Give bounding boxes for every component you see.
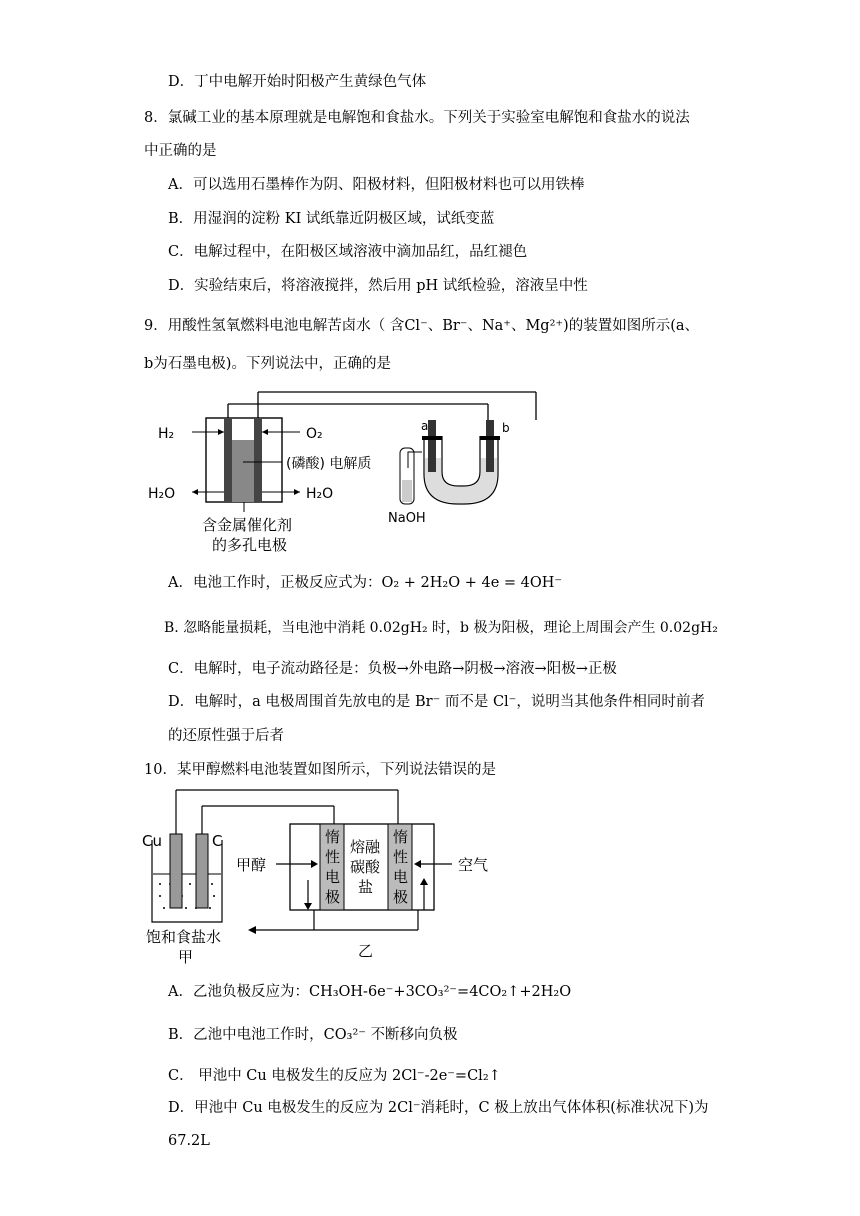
electrode-b-label: b	[502, 421, 510, 435]
q10-option-b: B．乙池中电池工作时，CO₃²⁻ 不断移向负极	[168, 1027, 458, 1043]
electrode-a	[428, 420, 436, 472]
q8-option-a: A．可以选用石墨棒作为阴、阳极材料，但阳极材料也可以用铁棒	[168, 177, 585, 193]
electrolyte-label: (磷酸) 电解质	[286, 456, 372, 472]
c-label: C	[212, 832, 223, 850]
molten-line3: 盐	[358, 878, 374, 896]
inert-right-char3: 电	[393, 868, 409, 886]
q10-option-d-line2: 67.2L	[168, 1133, 210, 1149]
molten-line2: 碳酸	[350, 858, 381, 876]
q9-option-b: B. 忽略能量损耗，当电池中消耗 0.02gH₂ 时，b 极为阳极，理论上周围会产生 0.02gH₂	[164, 620, 718, 636]
inert-left-char1: 惰	[325, 828, 341, 846]
q8-option-b: B．用湿润的淀粉 KI 试纸靠近阴极区域，试纸变蓝	[168, 211, 495, 227]
q7-option-d: D．丁中电解开始时阳极产生黄绿色气体	[168, 74, 427, 90]
inert-right-char1: 惰	[393, 828, 409, 846]
q9-option-c: C．电解时，电子流动路径是：负极→外电路→阴极→溶液→阳极→正极	[168, 661, 617, 677]
yi-label: 乙	[358, 942, 374, 960]
q10-option-c: C． 甲池中 Cu 电极发生的反应为 2Cl⁻-2e⁻=Cl₂↑	[168, 1068, 501, 1084]
inert-left-char4: 极	[325, 888, 341, 906]
c-electrode	[196, 834, 208, 908]
cu-electrode	[170, 834, 182, 908]
q10-option-d-line1: D．甲池中 Cu 电极发生的反应为 2Cl⁻消耗时，C 极上放出气体体积(标准状况下)为	[168, 1100, 709, 1116]
air-label: 空气	[458, 856, 489, 874]
porous-electrode-left	[224, 418, 232, 502]
q9-option-d-line1: D．电解时，a 电极周围首先放电的是 Br⁻ 而不是 Cl⁻，说明当其他条件相同时前者	[168, 694, 705, 710]
q10-apparatus-diagram	[140, 784, 510, 970]
q8-stem-line1: 8．氯碱工业的基本原理就是电解饱和食盐水。下列关于实验室电解饱和食盐水的说法	[144, 110, 690, 126]
inert-left-char3: 电	[325, 868, 341, 886]
electrode-a-label: a	[421, 419, 429, 433]
phosphoric-electrolyte	[232, 440, 254, 502]
q9-option-a: A．电池工作时，正极反应式为：O₂ + 2H₂O + 4e = 4OH⁻	[168, 575, 563, 591]
o2-inlet-label: O₂	[306, 426, 323, 442]
naoh-label: NaOH	[388, 511, 426, 526]
inert-right-char2: 性	[393, 848, 409, 866]
q8-option-c: C．电解过程中，在阳极区域溶液中滴加品红，品红褪色	[168, 244, 528, 260]
q9-apparatus-diagram	[140, 388, 540, 558]
porous-electrode-right	[254, 418, 262, 502]
q8-stem-line2: 中正确的是	[144, 143, 217, 159]
q9-stem-line1: 9．用酸性氢氧燃料电池电解苦卤水（ 含Cl⁻、Br⁻、Na⁺、Mg²⁺)的装置如图所示(a、	[144, 318, 699, 334]
h2o-left-label: H₂O	[148, 486, 176, 502]
jia-label: 甲	[178, 948, 194, 966]
q9-stem-line2: b为石墨电极)。下列说法中，正确的是	[144, 356, 391, 372]
cu-label: Cu	[142, 832, 162, 850]
electrode-b	[486, 420, 494, 472]
q10-option-a: A．乙池负极反应为：CH₃OH-6e⁻+3CO₃²⁻=4CO₂↑+2H₂O	[168, 984, 572, 1000]
inert-left-char2: 性	[325, 848, 341, 866]
inert-right-char4: 极	[393, 888, 409, 906]
q9-option-d-line2: 的还原性强于后者	[168, 728, 284, 744]
molten-line1: 熔融	[350, 838, 381, 856]
catalyst-label-line2: 的多孔电极	[212, 536, 288, 554]
catalyst-label-line1: 含金属催化剂	[202, 516, 293, 534]
brine-label: 饱和食盐水	[146, 928, 222, 946]
methanol-label: 甲醇	[236, 856, 267, 874]
h2-inlet-label: H₂	[158, 426, 175, 442]
q10-stem: 10．某甲醇燃料电池装置如图所示，下列说法错误的是	[144, 762, 496, 778]
q8-option-d: D．实验结束后，将溶液搅拌，然后用 pH 试纸检验，溶液呈中性	[168, 278, 588, 294]
h2o-right-label: H₂O	[306, 486, 334, 502]
